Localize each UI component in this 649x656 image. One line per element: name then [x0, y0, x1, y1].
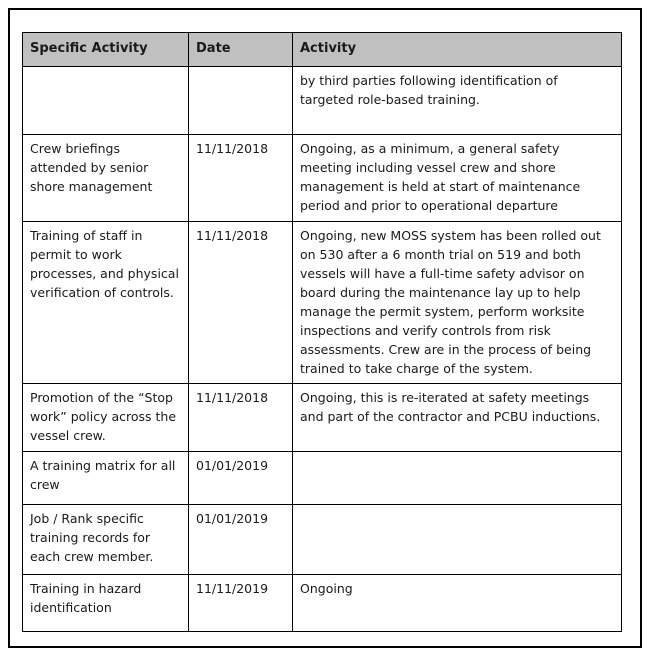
table-row: [23, 575, 622, 632]
date-cell: 11/11/2018: [189, 384, 293, 452]
date-cell: 01/01/2019: [189, 505, 293, 575]
date-cell: 01/01/2019: [189, 452, 293, 505]
date-cell: [189, 67, 293, 135]
table-row: [23, 222, 622, 384]
specific-activity-cell: Crew briefings attended by senior shore management: [23, 135, 189, 222]
date-cell: 11/11/2018: [189, 135, 293, 222]
specific-activity-cell: A training matrix for all crew: [23, 452, 189, 505]
specific-activity-cell: Promotion of the “Stop work” policy across the vessel crew.: [23, 384, 189, 452]
specific-activity-cell: Training in hazard identification: [23, 575, 189, 632]
activity-cell: [293, 452, 622, 505]
activity-cell: Ongoing, this is re-iterated at safety meetings and part of the contractor and PCBU inductions.: [293, 384, 622, 452]
col-header-activity: Activity: [293, 33, 622, 67]
table-row: [23, 135, 622, 222]
specific-activity-cell: [23, 67, 189, 135]
table-row: [23, 384, 622, 452]
date-cell: 11/11/2018: [189, 222, 293, 384]
table-row: [23, 452, 622, 505]
activity-cell: [293, 505, 622, 575]
activity-cell: Ongoing, new MOSS system has been rolled out on 530 after a 6 month trial on 519 and both vessels will have a full-time safety advisor on board during the maintenance lay up to help manage the permit system, perform worksite inspections and verify controls from risk assessments. Crew are in the process of being trained to take charge of the system.: [293, 222, 622, 384]
activity-cell: Ongoing: [293, 575, 622, 632]
activity-table: [22, 32, 622, 632]
col-header-date: Date: [189, 33, 293, 67]
specific-activity-cell: Training of staff in permit to work processes, and physical verification of controls.: [23, 222, 189, 384]
table-row: [23, 67, 622, 135]
table-header-row: [23, 33, 622, 67]
specific-activity-cell: Job / Rank specific training records for each crew member.: [23, 505, 189, 575]
table-row: [23, 505, 622, 575]
activity-cell: Ongoing, as a minimum, a general safety meeting including vessel crew and shore management is held at start of maintenance period and prior to operational departure: [293, 135, 622, 222]
date-cell: 11/11/2019: [189, 575, 293, 632]
activity-cell: by third parties following identification of targeted role-based training.: [293, 67, 622, 135]
col-header-specific-activity: Specific Activity: [23, 33, 189, 67]
